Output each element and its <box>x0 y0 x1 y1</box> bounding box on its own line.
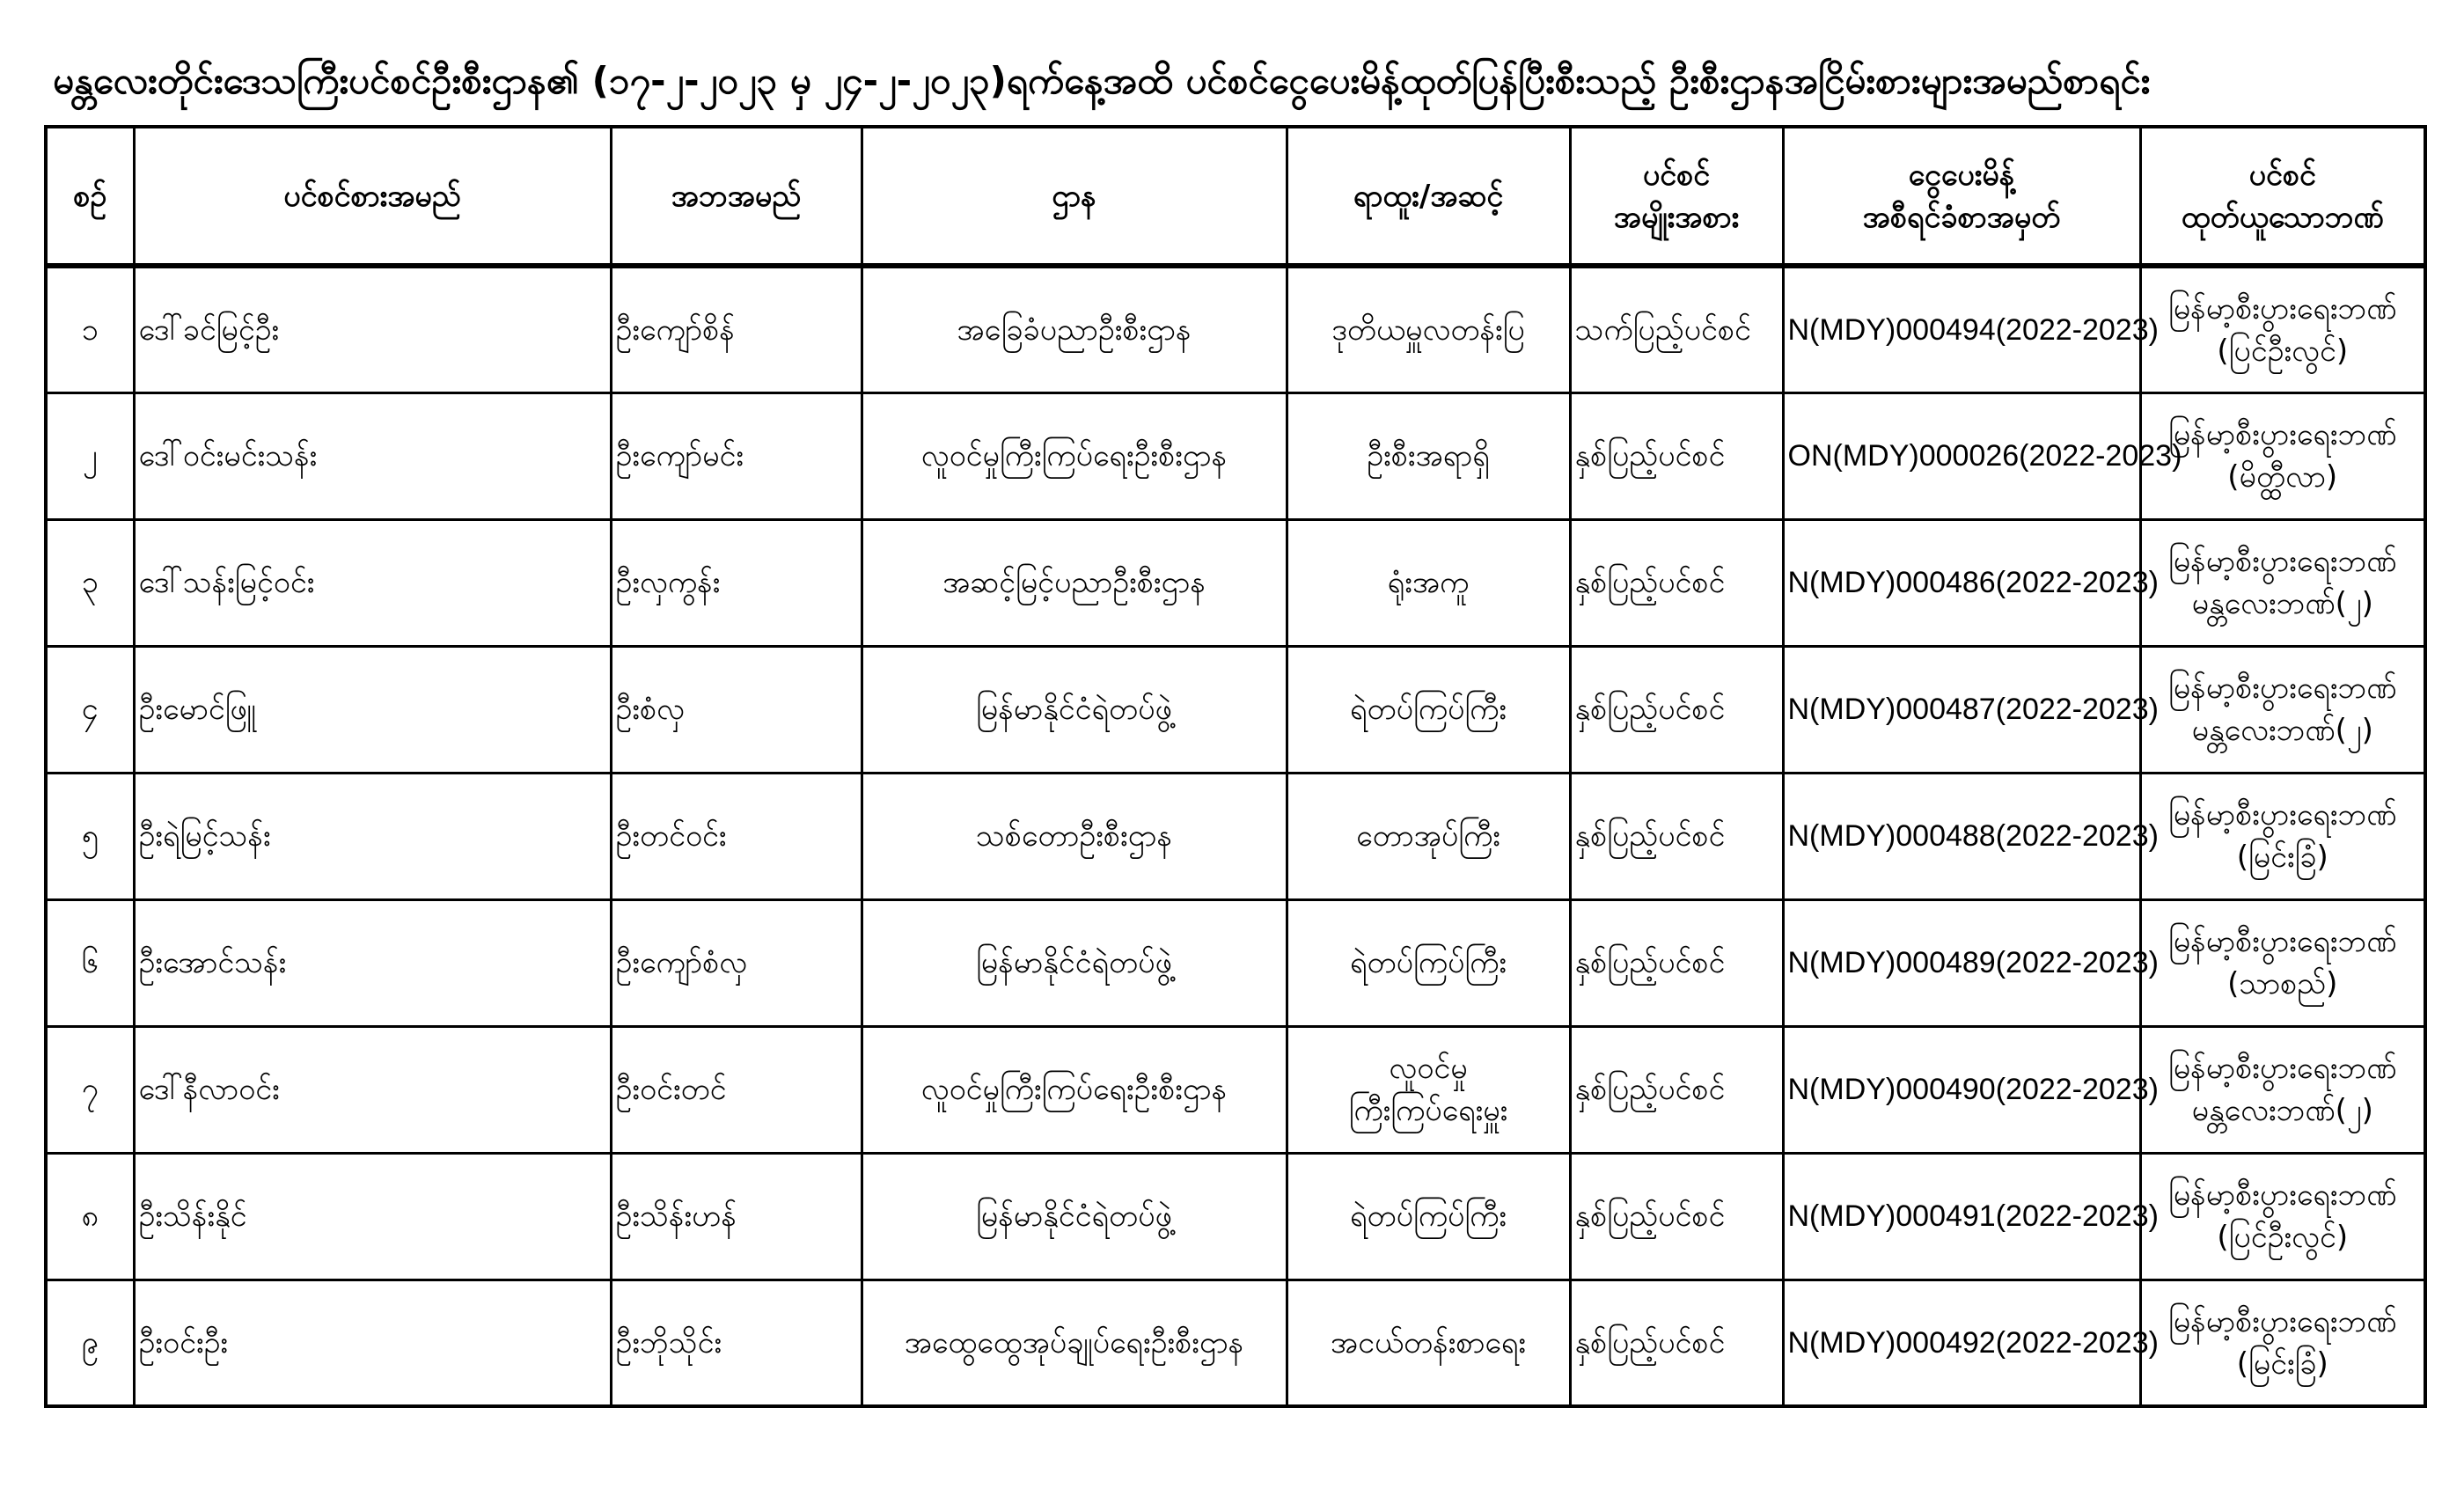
header-payment-order-line2: အစီရင်ခံစာအမှတ် <box>1862 199 2061 235</box>
header-father-name: အဘအမည် <box>611 127 862 266</box>
bank-cell-line1: မြန်မာ့စီးပွားရေးဘဏ် <box>2167 544 2397 579</box>
pension-type-cell: နှစ်ပြည့်ပင်စင် <box>1570 899 1783 1026</box>
father-name-cell: ဦးဘိုသိုင်း <box>611 1280 862 1406</box>
header-serial-no: စဉ် <box>46 127 134 266</box>
pension-type-cell: နှစ်ပြည့်ပင်စင် <box>1570 1153 1783 1280</box>
header-pension-type <box>1570 127 1783 266</box>
rank-cell <box>1287 1280 1570 1406</box>
table-row <box>46 266 2425 392</box>
father-name-cell: ဦးကျော်စံလှ <box>611 899 862 1026</box>
father-name-cell: ဦးဝင်းတင် <box>611 1026 862 1153</box>
bank-cell-line2: မန္တလေးဘဏ်(၂) <box>2191 586 2373 621</box>
department-cell: အထွေထွေအုပ်ချုပ်ရေးဦးစီးဌာန <box>862 1280 1287 1406</box>
table-body <box>46 266 2425 1406</box>
pensioner-name-cell: ဒေါ်ခင်မြင့်ဦး <box>134 266 611 392</box>
bank-cell-line2: (ပြင်ဦးလွင်) <box>2217 1220 2349 1255</box>
bank-cell <box>2140 1026 2425 1153</box>
bank-cell <box>2140 646 2425 773</box>
bank-cell-line1: မြန်မာ့စီးပွားရေးဘဏ် <box>2167 290 2397 326</box>
payment-order-cell: N(MDY)000490(2022-2023) <box>1783 1026 2140 1153</box>
serial-no-cell: ၃ <box>46 519 134 646</box>
serial-no-cell: ၆ <box>46 899 134 1026</box>
bank-cell-line1: မြန်မာ့စီးပွားရေးဘဏ် <box>2167 671 2397 706</box>
father-name-cell: ဦးစံလှ <box>611 646 862 773</box>
table-row <box>46 899 2425 1026</box>
bank-cell-line2: မန္တလေးဘဏ်(၂) <box>2191 1093 2373 1128</box>
department-cell: မြန်မာနိုင်ငံရဲတပ်ဖွဲ့ <box>862 1153 1287 1280</box>
header-payment-order-line1: ငွေပေးမိန့် <box>1908 157 2015 193</box>
bank-cell-line2: (မိတ္ထီလာ) <box>2227 459 2338 495</box>
rank-cell-line2: ကြီးကြပ်ရေးမှူး <box>1348 1093 1508 1128</box>
bank-cell <box>2140 773 2425 899</box>
serial-no-cell: ၂ <box>46 392 134 519</box>
bank-cell <box>2140 1280 2425 1406</box>
payment-order-cell: N(MDY)000494(2022-2023) <box>1783 266 2140 392</box>
department-cell: မြန်မာနိုင်ငံရဲတပ်ဖွဲ့ <box>862 646 1287 773</box>
department-cell: သစ်တောဦးစီးဌာန <box>862 773 1287 899</box>
table-row <box>46 1280 2425 1406</box>
pension-type-cell: နှစ်ပြည့်ပင်စင် <box>1570 1280 1783 1406</box>
serial-no-cell: ၈ <box>46 1153 134 1280</box>
pensioner-name-cell: ဒေါ်သန်းမြင့်ဝင်း <box>134 519 611 646</box>
father-name-cell: ဦးတင်ဝင်း <box>611 773 862 899</box>
payment-order-cell: N(MDY)000492(2022-2023) <box>1783 1280 2140 1406</box>
bank-cell-line1: မြန်မာ့စီးပွားရေးဘဏ် <box>2167 417 2397 452</box>
bank-cell-line1: မြန်မာ့စီးပွားရေးဘဏ် <box>2167 797 2397 832</box>
table-row <box>46 519 2425 646</box>
department-cell: လူဝင်မှုကြီးကြပ်ရေးဦးစီးဌာန <box>862 1026 1287 1153</box>
father-name-cell: ဦးကျော်စိန် <box>611 266 862 392</box>
header-rank: ရာထူး/အဆင့် <box>1287 127 1570 266</box>
payment-order-cell: N(MDY)000489(2022-2023) <box>1783 899 2140 1026</box>
bank-cell-line2: မန္တလေးဘဏ်(၂) <box>2191 713 2373 748</box>
rank-cell-line1: ရဲတပ်ကြပ်ကြီး <box>1349 692 1507 727</box>
serial-no-cell: ၅ <box>46 773 134 899</box>
table-row <box>46 1153 2425 1280</box>
table-row <box>46 773 2425 899</box>
rank-cell-line1: အငယ်တန်းစာရေး <box>1330 1324 1527 1360</box>
header-bank-line2: ထုတ်ယူသောဘဏ် <box>2181 199 2384 235</box>
pension-type-cell: သက်ပြည့်ပင်စင် <box>1570 266 1783 392</box>
bank-cell-line1: မြန်မာ့စီးပွားရေးဘဏ် <box>2167 1177 2397 1213</box>
pensioner-name-cell: ဦးအောင်သန်း <box>134 899 611 1026</box>
table-row <box>46 392 2425 519</box>
father-name-cell: ဦးကျော်မင်း <box>611 392 862 519</box>
pensioner-name-cell: ဦးရဲမြင့်သန်း <box>134 773 611 899</box>
payment-order-cell: N(MDY)000487(2022-2023) <box>1783 646 2140 773</box>
header-pensioner-name: ပင်စင်စားအမည် <box>134 127 611 266</box>
payment-order-cell: N(MDY)000488(2022-2023) <box>1783 773 2140 899</box>
rank-cell-line1: ဦးစီးအရာရှိ <box>1367 438 1490 473</box>
header-pension-type-line2: အမျိုးအစား <box>1613 199 1740 235</box>
serial-no-cell: ၇ <box>46 1026 134 1153</box>
bank-cell <box>2140 1153 2425 1280</box>
pensioner-name-cell: ဒေါ်ဝင်းမင်းသန်း <box>134 392 611 519</box>
bank-cell-line2: (သာစည်) <box>2227 966 2338 1001</box>
header-bank <box>2140 127 2425 266</box>
department-cell: မြန်မာနိုင်ငံရဲတပ်ဖွဲ့ <box>862 899 1287 1026</box>
table-row <box>46 1026 2425 1153</box>
father-name-cell: ဦးလှကွန်း <box>611 519 862 646</box>
pension-type-cell: နှစ်ပြည့်ပင်စင် <box>1570 1026 1783 1153</box>
rank-cell <box>1287 773 1570 899</box>
pensioner-table <box>44 125 2427 1408</box>
rank-cell-line1: ဒုတိယမှူလတန်းပြ <box>1331 312 1525 348</box>
rank-cell <box>1287 266 1570 392</box>
pension-type-cell: နှစ်ပြည့်ပင်စင် <box>1570 392 1783 519</box>
header-bank-line1: ပင်စင် <box>2248 157 2316 193</box>
department-cell: အဆင့်မြင့်ပညာဦးစီးဌာန <box>862 519 1287 646</box>
rank-cell <box>1287 899 1570 1026</box>
bank-cell-line1: မြန်မာ့စီးပွားရေးဘဏ် <box>2167 924 2397 959</box>
department-cell: အခြေခံပညာဦးစီးဌာန <box>862 266 1287 392</box>
pensioner-name-cell: ဦးသိန်းနိုင် <box>134 1153 611 1280</box>
pension-type-cell: နှစ်ပြည့်ပင်စင် <box>1570 519 1783 646</box>
rank-cell <box>1287 1026 1570 1153</box>
bank-cell-line1: မြန်မာ့စီးပွားရေးဘဏ် <box>2167 1051 2397 1086</box>
bank-cell <box>2140 519 2425 646</box>
rank-cell <box>1287 519 1570 646</box>
rank-cell <box>1287 646 1570 773</box>
rank-cell-line1: တောအုပ်ကြီး <box>1356 818 1500 854</box>
bank-cell-line2: (ပြင်ဦးလွင်) <box>2217 333 2349 369</box>
payment-order-cell: N(MDY)000486(2022-2023) <box>1783 519 2140 646</box>
rank-cell-line1: ရုံးအကူ <box>1387 565 1470 600</box>
header-pension-type-line1: ပင်စင် <box>1642 157 1711 193</box>
serial-no-cell: ၁ <box>46 266 134 392</box>
table-header-row <box>46 127 2425 266</box>
bank-cell-line1: မြန်မာ့စီးပွားရေးဘဏ် <box>2167 1303 2397 1339</box>
pensioner-name-cell: ဦးဝင်းဦး <box>134 1280 611 1406</box>
pensioner-name-cell: ဦးမောင်ဖြူ <box>134 646 611 773</box>
payment-order-cell: N(MDY)000491(2022-2023) <box>1783 1153 2140 1280</box>
rank-cell-line1: ရဲတပ်ကြပ်ကြီး <box>1349 1199 1507 1234</box>
bank-cell <box>2140 266 2425 392</box>
department-cell: လူဝင်မှုကြီးကြပ်ရေးဦးစီးဌာန <box>862 392 1287 519</box>
rank-cell <box>1287 392 1570 519</box>
bank-cell-line2: (မြင်းခြံ) <box>2236 840 2328 875</box>
father-name-cell: ဦးသိန်းဟန် <box>611 1153 862 1280</box>
bank-cell-line2: (မြင်းခြံ) <box>2236 1346 2328 1382</box>
pensioner-name-cell: ဒေါ်နီလာဝင်း <box>134 1026 611 1153</box>
header-department: ဌာန <box>862 127 1287 266</box>
rank-cell-line1: လူဝင်မှု <box>1389 1051 1468 1086</box>
pension-type-cell: နှစ်ပြည့်ပင်စင် <box>1570 773 1783 899</box>
serial-no-cell: ၄ <box>46 646 134 773</box>
serial-no-cell: ၉ <box>46 1280 134 1406</box>
bank-cell <box>2140 392 2425 519</box>
pension-type-cell: နှစ်ပြည့်ပင်စင် <box>1570 646 1783 773</box>
bank-cell <box>2140 899 2425 1026</box>
rank-cell-line1: ရဲတပ်ကြပ်ကြီး <box>1349 945 1507 980</box>
document-title: မန္တလေးတိုင်းဒေသကြီးပင်စင်ဦးစီးဌာန၏ (၁၇-၂-၂၀၂၃ မှ ၂၄-၂-၂၀၂၃)ရက်နေ့အထိ ပင်စင်ငွေပေးမိန့်ထုတ်ပြန်ပြီးစီးသည့် ဦးစီးဌာနအငြိမ်းစားများအမည်စာရင်း <box>53 59 2151 102</box>
payment-order-cell: ON(MDY)000026(2022-2023) <box>1783 392 2140 519</box>
table-row <box>46 646 2425 773</box>
header-payment-order-no <box>1783 127 2140 266</box>
rank-cell <box>1287 1153 1570 1280</box>
